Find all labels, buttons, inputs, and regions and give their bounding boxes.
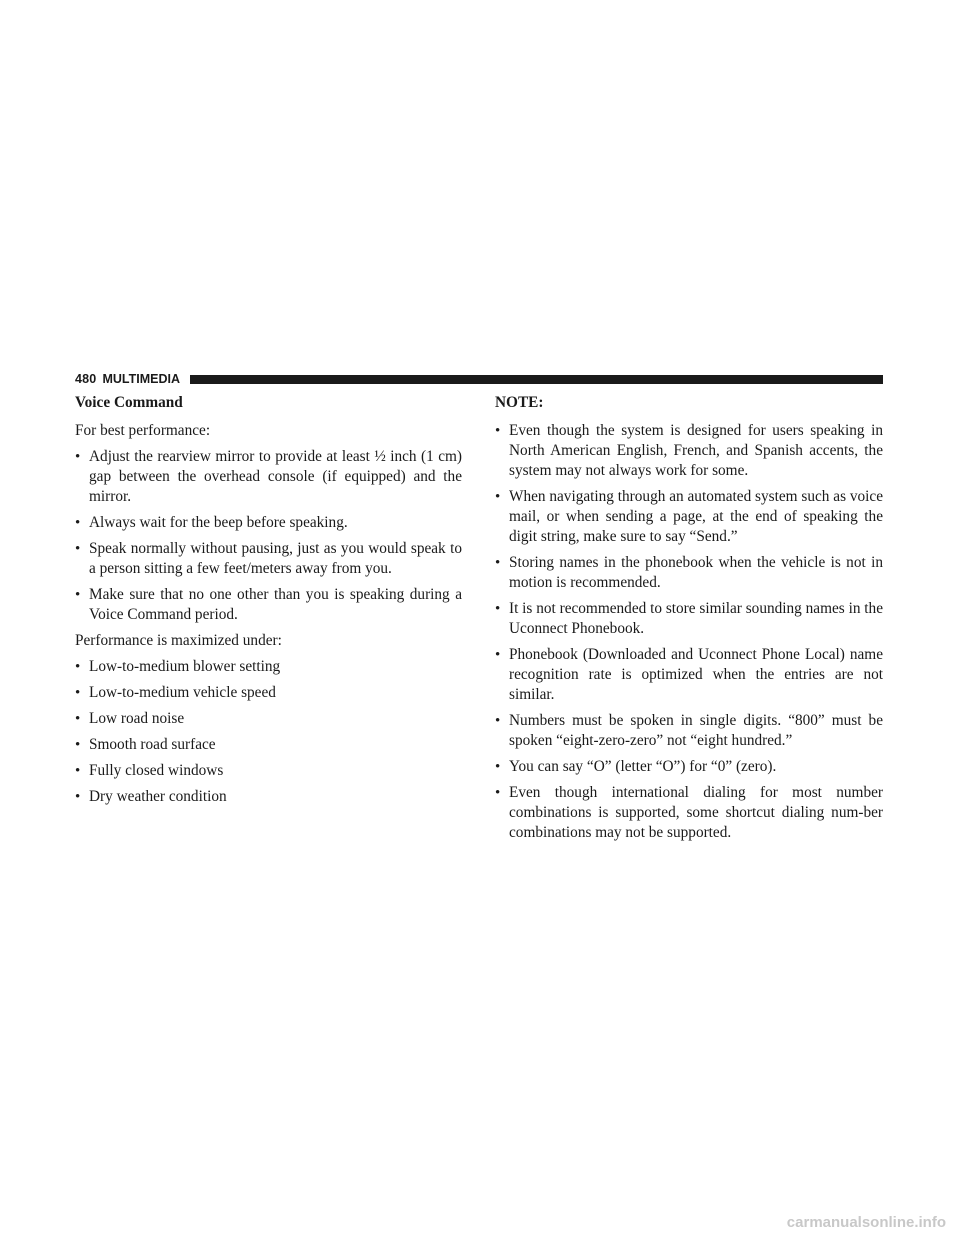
- bullet-icon: •: [495, 713, 501, 729]
- maximized-intro: Performance is maximized under:: [75, 632, 282, 649]
- list-item: [495, 553, 883, 593]
- list-item: [495, 487, 883, 547]
- list-item-text: You can say “O” (letter “O”) for “0” (zero).: [509, 758, 777, 775]
- bullet-icon: •: [75, 763, 81, 779]
- list-item-text: Adjust the rearview mirror to provide at least ½ inch (1 cm) gap between the overhead console (if equipped) and the mirror.: [89, 448, 462, 505]
- list-item-text: Speak normally without pausing, just as you would speak to a person sitting a few feet/meters away from you.: [89, 540, 462, 577]
- list-item: [495, 421, 883, 481]
- page-number: 480: [75, 372, 97, 386]
- list-item-text: When navigating through an automated system such as voice mail, or when sending a page, at the end of speaking the digit string, make sure to say “Send.”: [509, 488, 883, 545]
- list-item: [75, 709, 462, 729]
- list-item-text: It is not recommended to store similar sounding names in the Uconnect Phonebook.: [509, 600, 883, 637]
- list-item: [75, 657, 462, 677]
- bullet-icon: •: [75, 711, 81, 727]
- list-item: [75, 735, 462, 755]
- bullet-icon: •: [75, 789, 81, 805]
- list-item: [75, 787, 462, 807]
- list-item-text: Low road noise: [89, 710, 185, 727]
- note-heading: NOTE:: [495, 394, 544, 411]
- list-item: [495, 757, 883, 777]
- list-item-text: Low-to-medium blower setting: [89, 658, 281, 675]
- best-performance-intro: For best performance:: [75, 422, 211, 439]
- bullet-icon: •: [75, 515, 81, 531]
- list-item-text: Low-to-medium vehicle speed: [89, 684, 276, 701]
- list-item-text: Always wait for the beep before speaking.: [89, 514, 348, 531]
- list-item-text: Even though the system is designed for users speaking in North American English, French, and Spanish accents, the system may not always work for some.: [509, 422, 883, 479]
- list-item-text: Even though international dialing for most number combinations is supported, some shortcut dialing num-ber combinations may not be supported.: [509, 784, 883, 841]
- list-item: [495, 645, 883, 705]
- bullet-icon: •: [495, 785, 501, 801]
- bullet-icon: •: [495, 489, 501, 505]
- list-item: [75, 683, 462, 703]
- bullet-icon: •: [495, 555, 501, 571]
- bullet-icon: •: [75, 737, 81, 753]
- list-item: [495, 711, 883, 751]
- list-item: [495, 599, 883, 639]
- section-title: MULTIMEDIA: [102, 372, 181, 386]
- list-item-text: Storing names in the phonebook when the vehicle is not in motion is recommended.: [509, 554, 883, 591]
- page-header: [75, 372, 883, 386]
- bullet-icon: •: [75, 685, 81, 701]
- list-item: [75, 513, 462, 533]
- bullet-icon: •: [495, 759, 501, 775]
- right-column: [495, 393, 883, 849]
- list-item: [75, 539, 462, 579]
- list-item-text: Make sure that no one other than you is speaking during a Voice Command period.: [89, 586, 462, 623]
- bullet-icon: •: [495, 601, 501, 617]
- bullet-icon: •: [495, 423, 501, 439]
- bullet-icon: •: [75, 449, 81, 465]
- list-item-text: Fully closed windows: [89, 762, 224, 779]
- bullet-icon: •: [75, 541, 81, 557]
- list-item: [75, 761, 462, 781]
- header-rule: [190, 375, 883, 384]
- list-item-text: Dry weather condition: [89, 788, 227, 805]
- list-item: [75, 447, 462, 507]
- bullet-icon: •: [495, 647, 501, 663]
- bullet-icon: •: [75, 659, 81, 675]
- voice-command-heading: Voice Command: [75, 394, 183, 411]
- list-item: [495, 783, 883, 843]
- watermark: carmanualsonline.info: [786, 1214, 946, 1231]
- list-item-text: Numbers must be spoken in single digits. “800” must be spoken “eight-zero-zero” not “eight hundred.”: [509, 712, 883, 749]
- list-item: [75, 585, 462, 625]
- bullet-icon: •: [75, 587, 81, 603]
- list-item-text: Smooth road surface: [89, 736, 216, 753]
- list-item-text: Phonebook (Downloaded and Uconnect Phone Local) name recognition rate is optimized when the entries are not similar.: [509, 646, 883, 703]
- left-column: [75, 393, 462, 813]
